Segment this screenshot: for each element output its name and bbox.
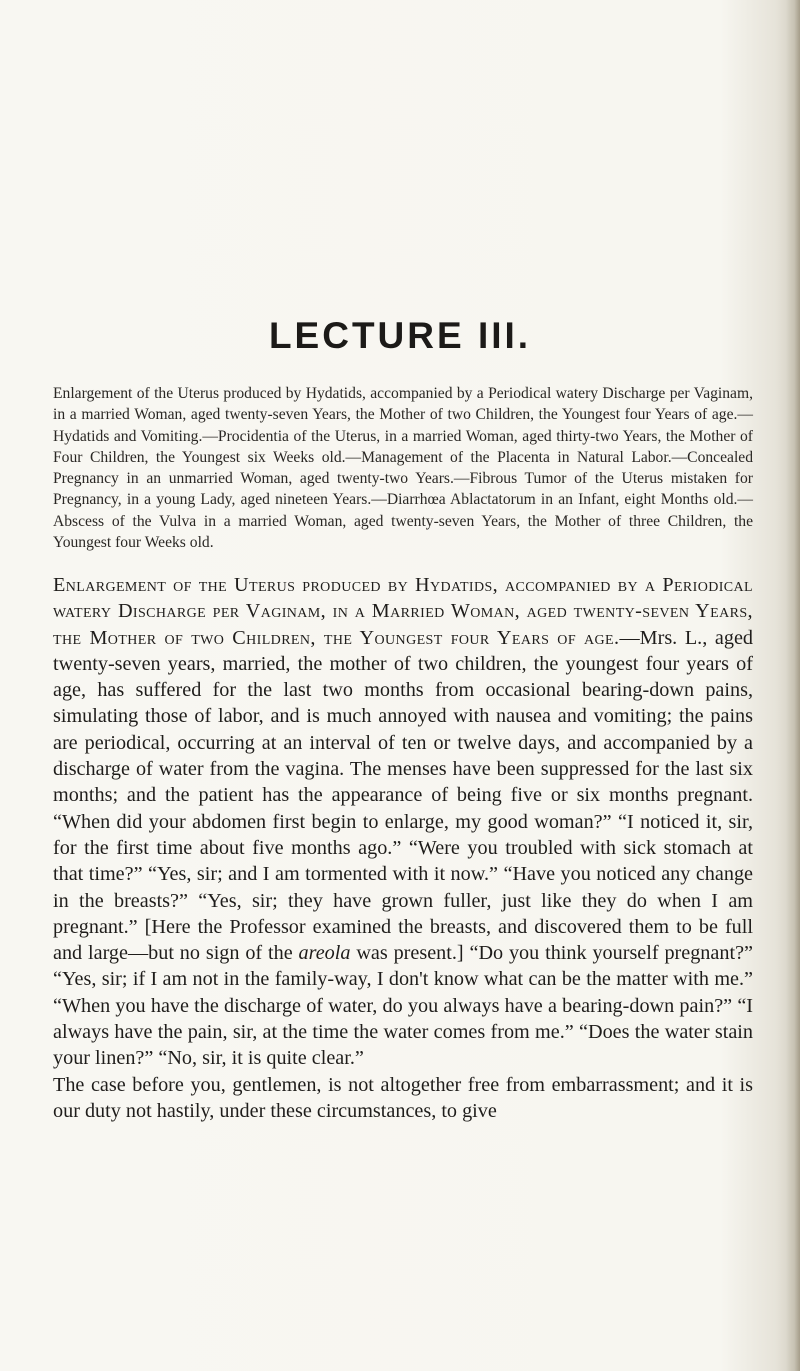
lecture-body [53,572,753,1124]
case-body-text: —Mrs. L., aged twenty-seven years, married, the mother of two children, the youngest four years of age, has suffered for the last two months from occasional bearing-down pains, simulating those of labor, and is much annoyed with nausea and vomiting; the pains are periodical, occurring at an interval of ten or twelve days, and accompanied by a discharge of water from the vagina. The menses have been suppressed for the last six months; and the patient has the appearance of being five or six months pregnant. “When did your abdomen first begin to enlarge, my good woman?” “I noticed it, sir, for the first time about five months ago.” “Were you troubled with sick stomach at that time?” “Yes, sir; and I am tormented with it now.” “Have you noticed any change in the breasts?” “Yes, sir; they have grown fuller, just like they do when I am pregnant.” [Here the Professor examined the breasts, and discovered them to be full and large—but no sign of the [53,626,753,965]
lecture-title: LECTURE III. [268,315,532,356]
case-heading: Enlargement of the Uterus produced by Hydatids, accompanied by a Periodical watery Discharge per Vaginam, in a Married Woman, aged twenty-seven Years, the Mother of two Children, the Youngest four Years of age. [53,574,753,649]
closing-paragraph [53,1072,753,1125]
case-paragraph [53,572,753,1072]
page-edge-shadow [786,0,800,1371]
areola-term: areola [298,942,351,965]
closing-paragraph-text: The case before you, gentlemen, is not altogether free from embarrassment; and it is our duty not hastily, under these circumstances, to give [53,1073,753,1122]
case-body-continued: was present.] “Do you think yourself pregnant?” “Yes, sir; if I am not in the family-way, I don't know what can be the matter with me.” “When you have the discharge of water, do you always have a bearing-down pain?” “I always have the pain, sir, at the time the water comes from me.” “Does the water stain your linen?” “No, sir, it is quite clear.” [53,942,753,1070]
lecture-summary: Enlargement of the Uterus produced by Hydatids, accompanied by a Periodical watery Discharge per Vaginam, in a married Woman, aged twenty-seven Years, the Mother of two Children, the Youngest four Years of age.—Hydatids and Vomiting.—Procidentia of the Uterus, in a married Woman, aged thirty-two Years, the Mother of Four Children, the Youngest six Weeks old.—Management of the Placenta in Natural Labor.—Concealed Pregnancy in an unmarried Woman, aged twenty-two Years.—Fibrous Tumor of the Uterus mistaken for Pregnancy, in a young Lady, aged nineteen Years.—Diarrhœa Ablactatorum in an Infant, eight Months old.—Abscess of the Vulva in a married Woman, aged twenty-seven Years, the Mother of three Children, the Youngest four Weeks old. [53,385,753,552]
